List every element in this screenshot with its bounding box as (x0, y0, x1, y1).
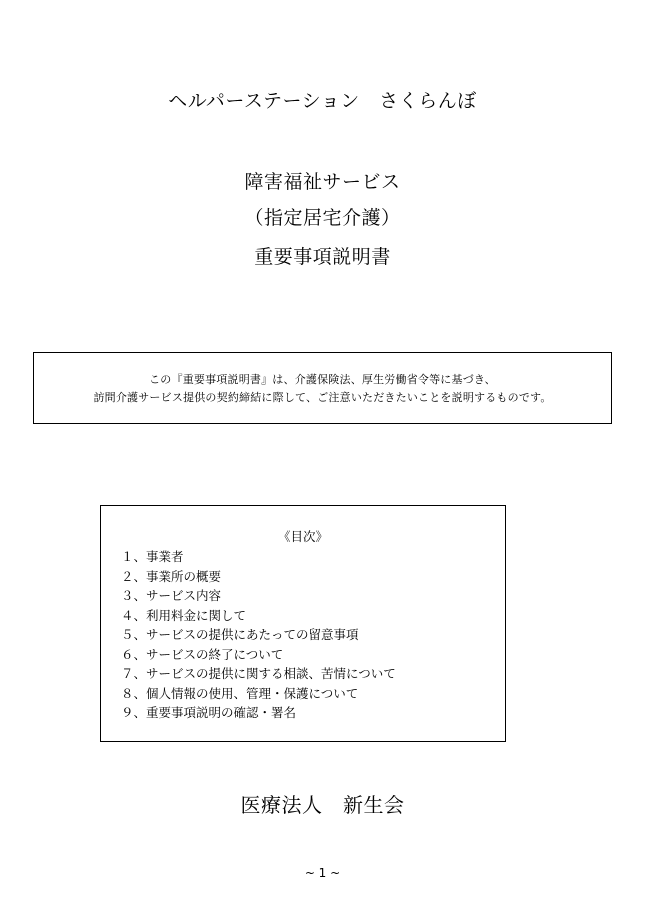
toc-list (121, 547, 396, 723)
page-number: ~ 1 ~ (304, 866, 341, 880)
toc-item-9: ９、重要事項説明の確認・署名 (121, 705, 297, 720)
toc-item-7: ７、サービスの提供に関する相談、苦情について (121, 666, 396, 681)
document-title-line-1: 障害福祉サービス (244, 171, 401, 193)
toc-item-6: ６、サービスの終了について (121, 646, 284, 662)
toc-item-1: １、事業者 (121, 549, 184, 564)
toc-item-2: ２、事業所の概要 (121, 568, 222, 584)
notice-line-2: 訪問介護サービス提供の契約締結に際して、ご注意いただきたいことを説明するものです。 (93, 391, 552, 404)
toc-item-4: ４、利用料金に関して (121, 607, 247, 623)
document-title-line-2: （指定居宅介護） (244, 207, 401, 229)
toc-item-5: ５、サービスの提供にあたっての留意事項 (121, 627, 359, 642)
toc-item-8: ８、個人情報の使用、管理・保護について (121, 685, 359, 701)
office-name: ヘルパーステーション さくらんぼ (168, 90, 477, 112)
table-of-contents (100, 505, 506, 742)
notice-box (33, 352, 612, 424)
toc-item-3: ３、サービス内容 (121, 588, 222, 603)
toc-heading: 《目次》 (277, 529, 328, 544)
notice-line-1: この『重要事項説明書』は、介護保険法、厚生労働省令等に基づき、 (149, 373, 496, 386)
organization-name: 医療法人 新生会 (240, 793, 405, 817)
document-title-line-3: 重要事項説明書 (254, 246, 391, 268)
